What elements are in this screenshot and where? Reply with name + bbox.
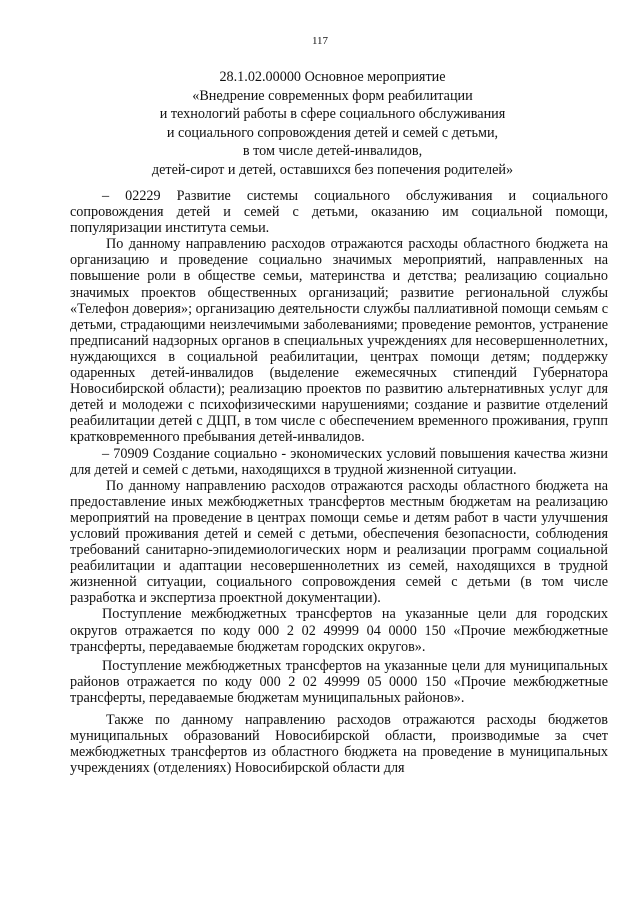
paragraph-expense-code-70909: – 70909 Создание социально - экономических условий повышения качества жизни для детей и семей с детьми, находящихся в трудной жизненной ситуации.: [70, 445, 608, 478]
page-number: 117: [311, 35, 329, 47]
section-heading: [60, 68, 605, 179]
document-body: [70, 188, 608, 776]
paragraph: По данному направлению расходов отражаются расходы областного бюджета на организацию и проведение социально значимых мероприятий, направленных на повышение роли в обществе семьи, материнства и детства; реализацию социально значимых проектов общественных организаций; развитие региональной службы «Телефон доверия»; организацию деятельности службы паллиативной помощи семьям с детьми, страдающими неизлечимыми заболеваниями; проведение ремонтов, устранение предписаний надзорных органов в специальных учреждениях для несовершеннолетних, нуждающихся в социальной реабилитации, центрах помощи детям; поддержку одаренных детей-инвалидов (выделение ежемесячных стипендий Губернатора Новосибирской области); реализацию проектов по развитию альтернативных услуг для детей и молодежи с психофизическими нарушениями; создание и развитие отделений реабилитации детей с ДЦП, в том числе с обеспечением временного проживания, групп кратковременного пребывания детей-инвалидов.: [70, 236, 608, 446]
heading-line: «Внедрение современных форм реабилитации: [192, 87, 473, 104]
paragraph: Поступление межбюджетных трансфертов на указанные цели для городских округов отражается по коду 000 2 02 49999 04 0000 150 «Прочие межбюджетные трансферты, передаваемые бюджетам городских округов».: [70, 606, 608, 655]
paragraph: По данному направлению расходов отражаются расходы областного бюджета на предоставление иных межбюджетных трансфертов местным бюджетам на реализацию мероприятий на проведение в центрах помощи семье и детям работ в части улучшения условий проживания детей и семей с детьми, обеспечения безопасности, соблюдения требований санитарно-эпидемиологических норм и реализации программ социальной реабилитации и адаптации несовершеннолетних из семей, находящихся в трудной жизненной ситуации, социального сопровождения семей с детьми (в том числе разработка и экспертиза проектной документации).: [70, 477, 608, 607]
paragraph: Также по данному направлению расходов отражаются расходы бюджетов муниципальных образований Новосибирской области, производимые за счет межбюджетных трансфертов из областного бюджета на проведение в муниципальных учреждениях (отделениях) Новосибирской области для: [70, 712, 608, 777]
heading-line: детей-сирот и детей, оставшихся без попечения родителей»: [151, 161, 514, 178]
heading-line: 28.1.02.00000 Основное мероприятие: [219, 69, 446, 85]
heading-line: и технологий работы в сфере социального обслуживания: [159, 106, 506, 122]
heading-line: в том числе детей-инвалидов,: [242, 143, 423, 159]
heading-line: и социального сопровождения детей и семей с детьми,: [166, 124, 499, 141]
paragraph: Поступление межбюджетных трансфертов на указанные цели для муниципальных районов отражается по коду 000 2 02 49999 05 0000 150 «Прочие межбюджетные трансферты, передаваемые бюджетам муниципальных районов».: [70, 657, 608, 706]
paragraph-expense-code-02229: – 02229 Развитие системы социального обслуживания и социального сопровождения детей и семей с детьми, оказанию им социальной помощи, популяризации института семьи.: [70, 188, 608, 237]
